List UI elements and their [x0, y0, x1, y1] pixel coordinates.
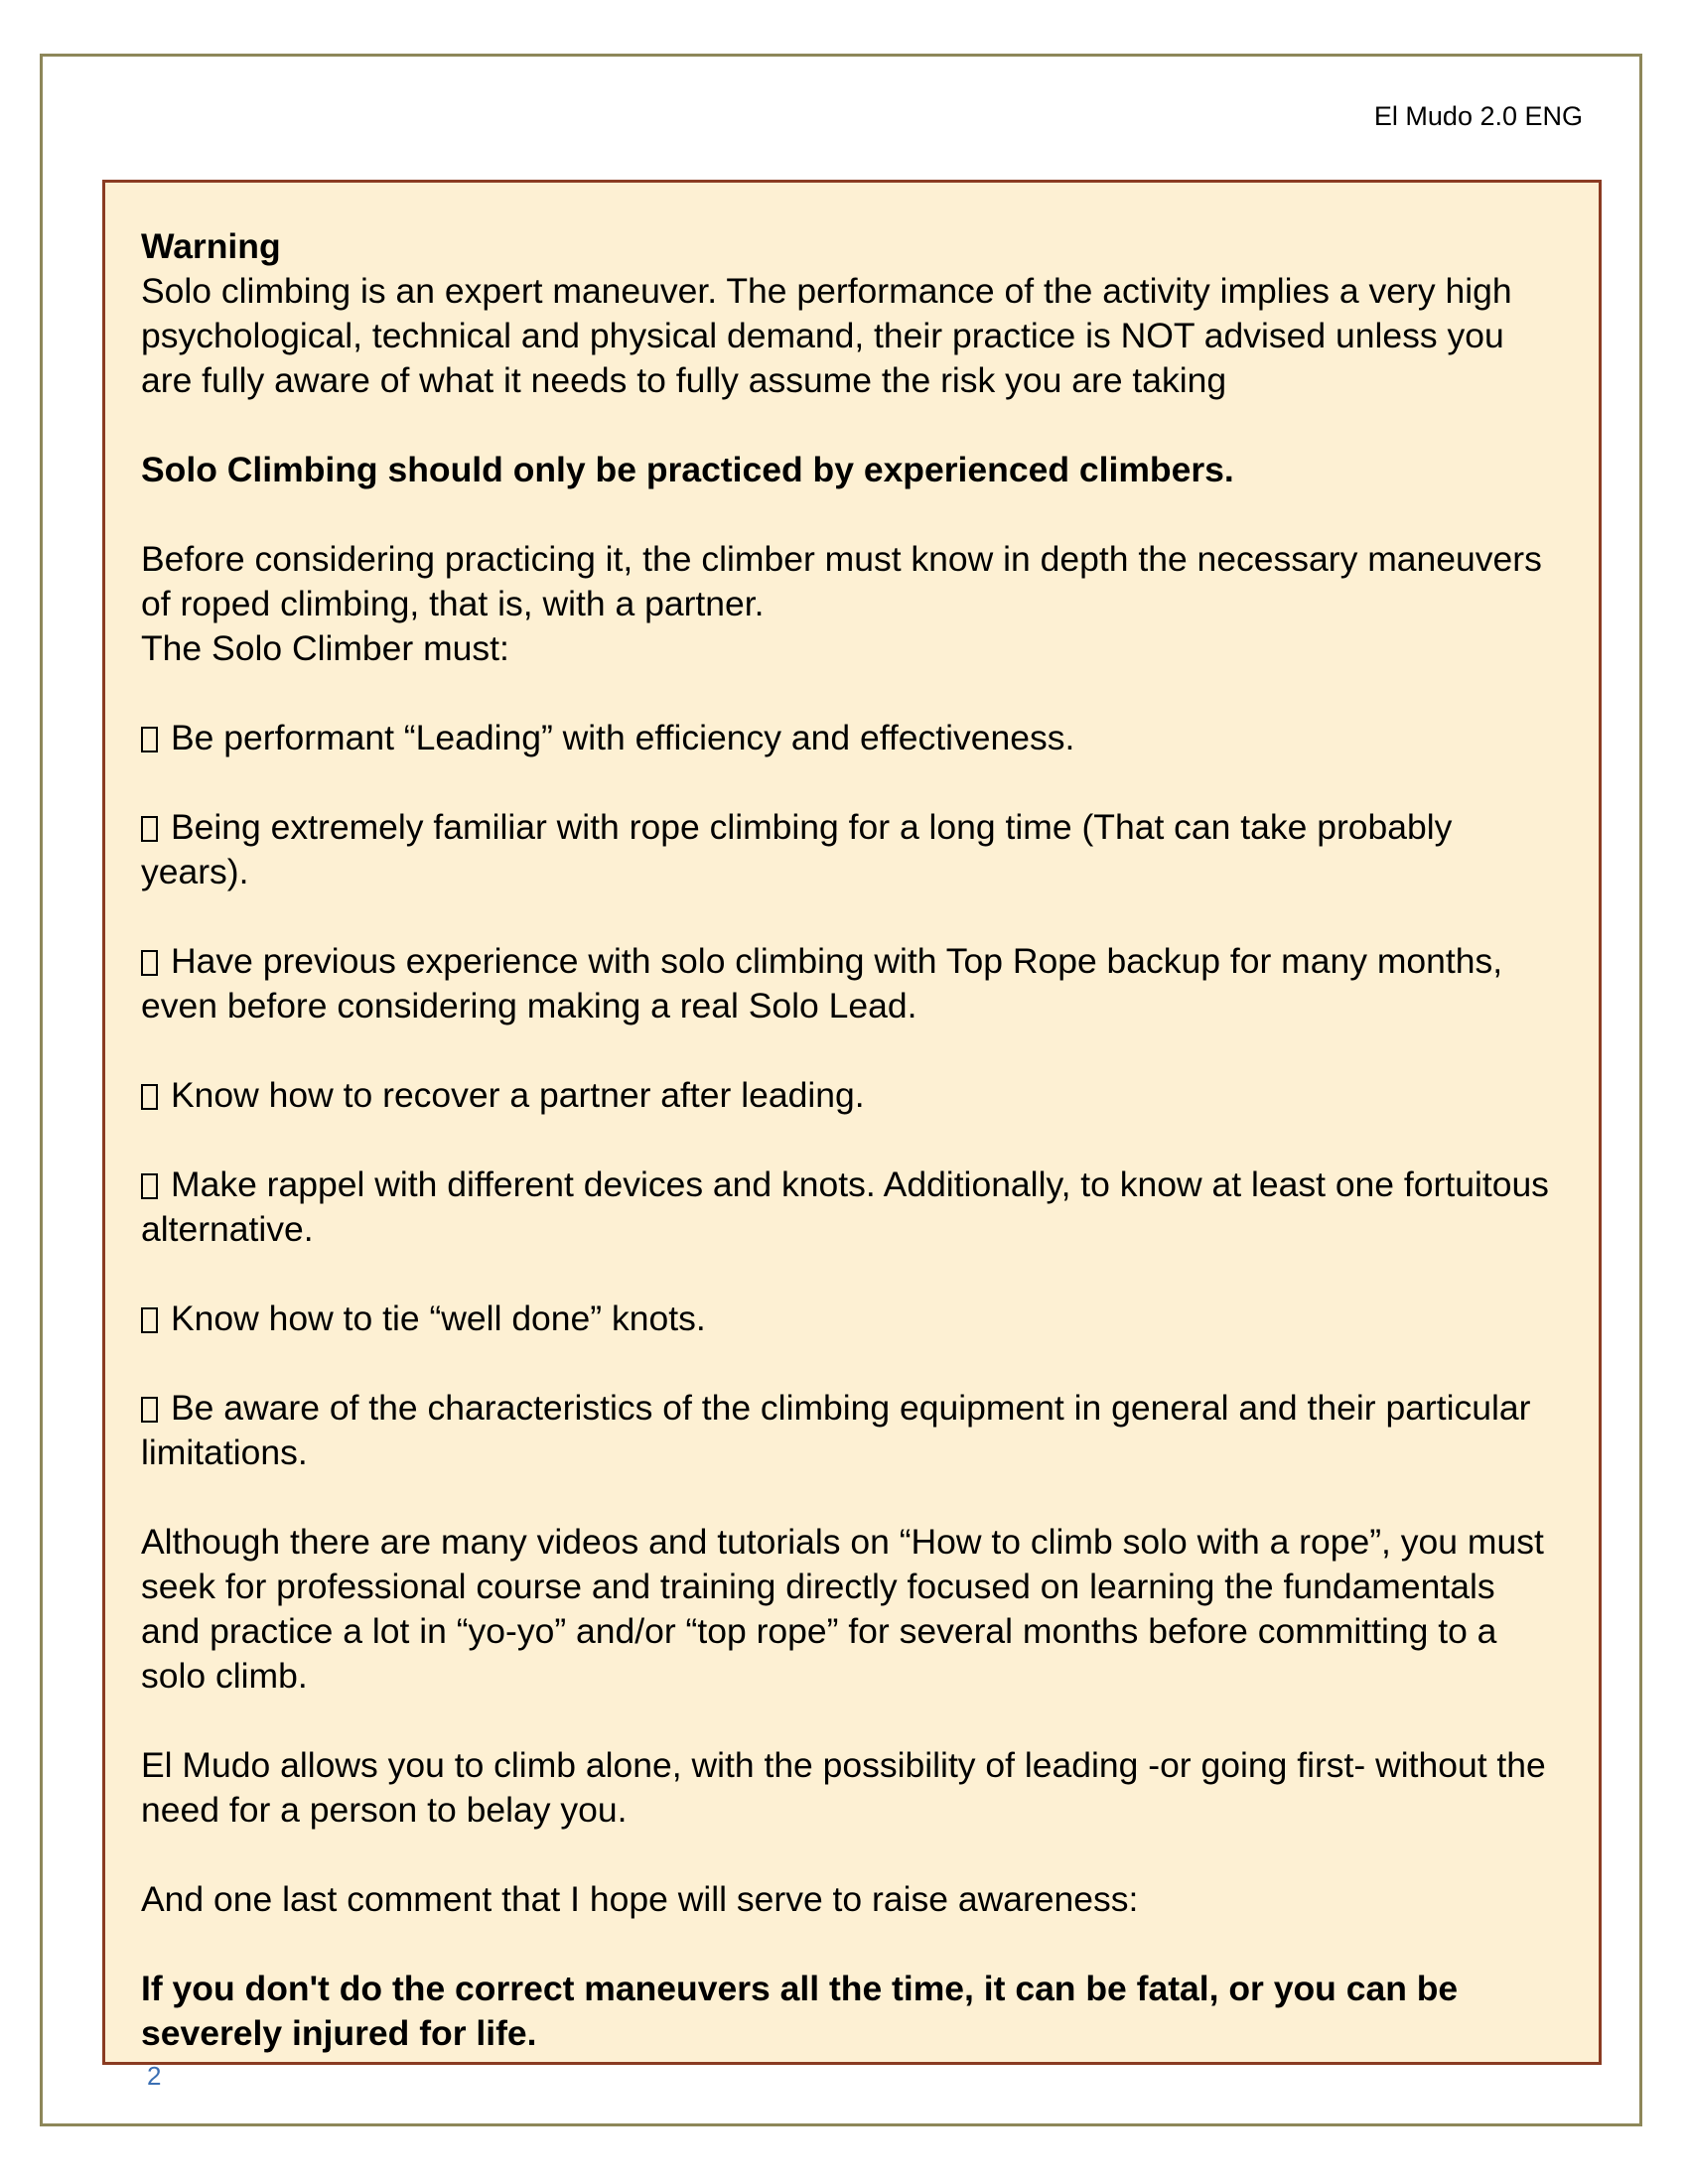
warning-box: [102, 180, 1602, 2065]
spacer: [141, 760, 1563, 805]
checkbox-bullet-icon: [141, 950, 158, 976]
spacer: [141, 894, 1563, 939]
requirement-item: Be performant “Leading” with efficiency and effectiveness.: [141, 716, 1563, 760]
spacer: [141, 1922, 1563, 1967]
requirement-item: Make rappel with different devices and knots. Additionally, to know at least one fortuitous alternative.: [141, 1164, 1549, 1249]
spacer: [141, 1118, 1563, 1162]
warning-intro: Solo climbing is an expert maneuver. The performance of the activity implies a very high psychological, technical and physical demand, their practice is NOT advised unless you are fully aware of what it needs to fully assume the risk you are taking: [141, 271, 1512, 400]
document-header: El Mudo 2.0 ENG: [1373, 101, 1583, 131]
checkbox-bullet-icon: [141, 1307, 158, 1333]
checkbox-bullet-icon: [141, 816, 158, 842]
page-number: 2: [147, 2061, 162, 2091]
spacer: [141, 1475, 1563, 1520]
before-practicing-paragraph: Before considering practicing it, the climber must know in depth the necessary maneuvers of roped climbing, that is, with a partner.: [141, 539, 1542, 623]
spacer: [141, 1341, 1563, 1386]
experienced-only-statement: Solo Climbing should only be practiced by experienced climbers.: [141, 450, 1234, 489]
last-comment-paragraph: And one last comment that I hope will serve to raise awareness:: [141, 1879, 1139, 1919]
el-mudo-paragraph: El Mudo allows you to climb alone, with the possibility of leading -or going first- without the need for a person to belay you.: [141, 1745, 1546, 1830]
requirement-item: Being extremely familiar with rope climbing for a long time (That can take probably years).: [141, 807, 1453, 891]
spacer: [141, 492, 1563, 537]
videos-note-paragraph: Although there are many videos and tutorials on “How to climb solo with a rope”, you must seek for professional course and training directly focused on learning the fundamentals and practice a lot in “yo-yo” and/or “top rope” for several months before committing to a solo climb.: [141, 1522, 1544, 1696]
spacer: [141, 1028, 1563, 1073]
spacer: [141, 1252, 1563, 1297]
requirements-heading: The Solo Climber must:: [141, 628, 509, 668]
checkbox-bullet-icon: [141, 1173, 158, 1199]
requirement-item: Be aware of the characteristics of the climbing equipment in general and their particular limitations.: [141, 1388, 1531, 1472]
warning-title: Warning: [141, 226, 281, 266]
final-warning-statement: If you don't do the correct maneuvers all the time, it can be fatal, or you can be severely injured for life.: [141, 1969, 1459, 2053]
requirement-item: Know how to tie “well done” knots.: [141, 1297, 1563, 1341]
checkbox-bullet-icon: [141, 1397, 158, 1423]
spacer: [141, 671, 1563, 716]
spacer: [141, 1833, 1563, 1877]
checkbox-bullet-icon: [141, 1084, 158, 1110]
checkbox-bullet-icon: [141, 727, 158, 752]
requirement-item: Know how to recover a partner after leading.: [141, 1073, 1563, 1118]
spacer: [141, 1699, 1563, 1743]
spacer: [141, 403, 1563, 448]
requirement-item: Have previous experience with solo climbing with Top Rope backup for many months, even before considering making a real Solo Lead.: [141, 941, 1503, 1025]
